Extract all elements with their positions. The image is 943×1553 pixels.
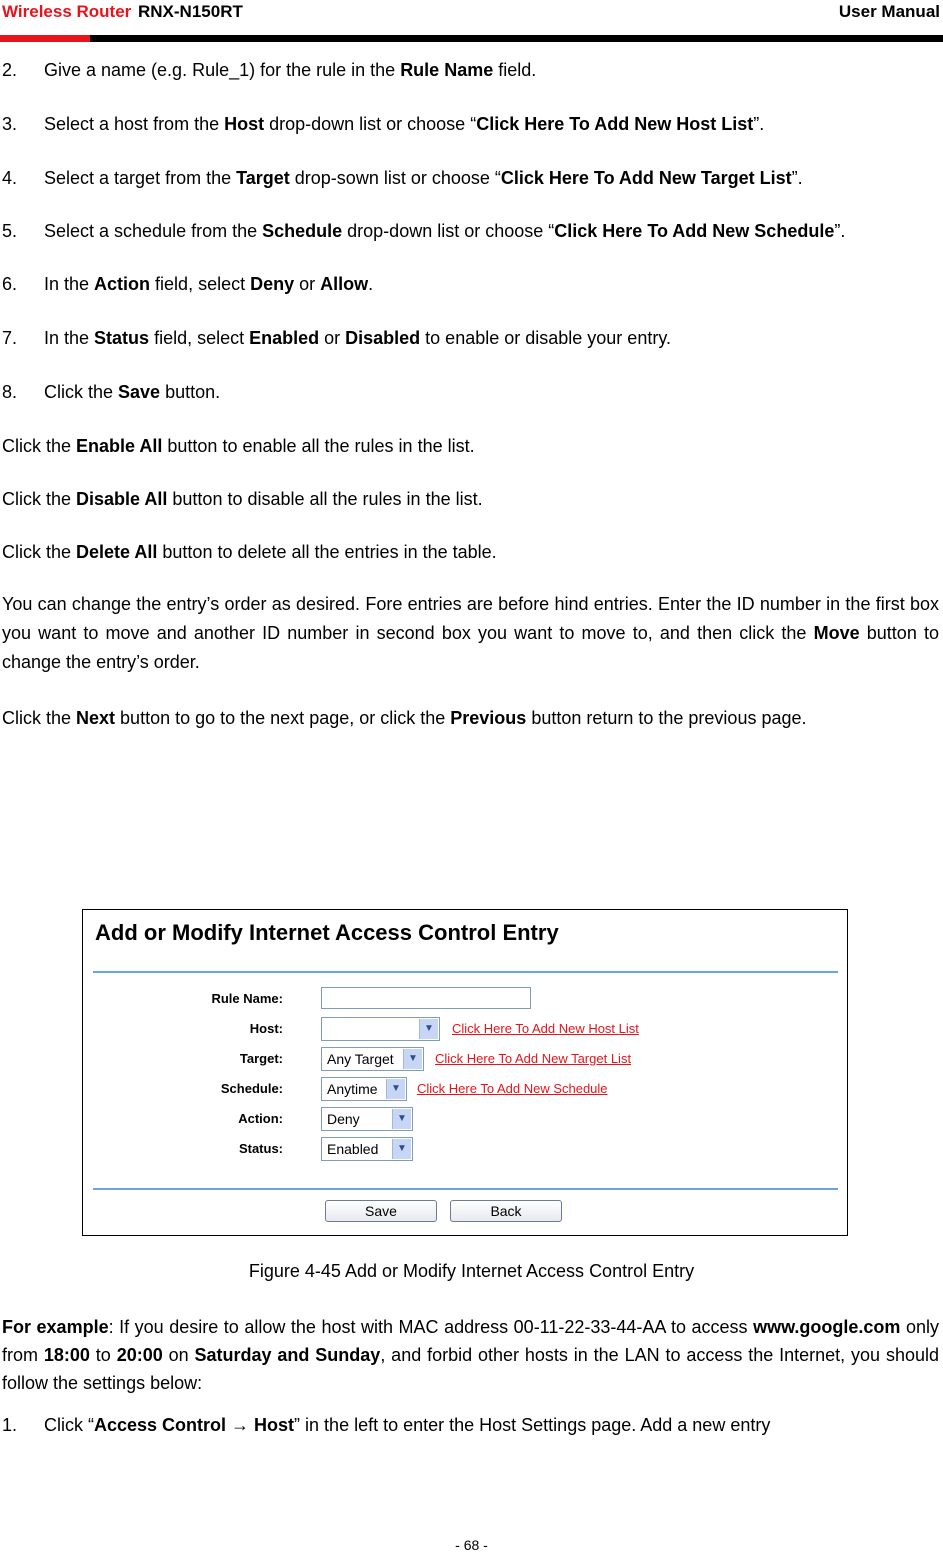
action-select[interactable]	[321, 1107, 413, 1131]
schedule-select[interactable]	[321, 1077, 407, 1101]
paragraph-enable-all: Click the Enable All button to enable all the rules in the list.	[2, 436, 475, 456]
step-number: 5.	[2, 221, 18, 241]
step-5: 5. Select a schedule from the Schedule drop-down list or choose “Click Here To Add New Schedule”.	[2, 218, 939, 244]
target-label: Target:	[239, 1051, 283, 1066]
row-rule-name	[83, 987, 849, 1013]
status-label: Status:	[238, 1141, 283, 1156]
header-model: RNX-N150RT	[138, 2, 243, 21]
step-3: 3. Select a host from the Host drop-down list or choose “Click Here To Add New Host List”.	[2, 111, 939, 137]
step-number: 3.	[2, 114, 18, 134]
step-number: 8.	[2, 382, 18, 402]
figure-title: Add or Modify Internet Access Control Entry	[95, 920, 559, 945]
step-6: 6. In the Action field, select Deny or Allow.	[2, 271, 939, 297]
chevron-down-icon: ▼	[386, 1079, 405, 1099]
step-2: 2. Give a name (e.g. Rule_1) for the rule in the Rule Name field.	[2, 57, 939, 83]
step-number: 2.	[2, 60, 18, 80]
target-select-value: Any Target	[327, 1051, 394, 1067]
example-step-1: 1. Click “Access Control → Host” in the left to enter the Host Settings page. Add a new entry	[2, 1411, 939, 1439]
step-7: 7. In the Status field, select Enabled or Disabled to enable or disable your entry.	[2, 325, 939, 351]
figure-caption: Figure 4-45 Add or Modify Internet Access Control Entry	[248, 1261, 695, 1281]
paragraph-move: You can change the entry’s order as desired. Fore entries are before hind entries. Enter the ID number in the first box you want to move and another ID number in second box you want to move to, and then click the Move button to change the entry’s order.	[2, 594, 939, 672]
paragraph-disable-all: Click the Disable All button to disable all the rules in the list.	[2, 489, 483, 509]
step-8: 8. Click the Save button.	[2, 379, 939, 405]
row-schedule	[83, 1077, 849, 1103]
status-select-value: Enabled	[327, 1141, 379, 1157]
chevron-down-icon: ▼	[419, 1019, 438, 1039]
example-body	[2, 1313, 939, 1439]
target-select[interactable]	[321, 1047, 424, 1071]
instructions-body	[2, 57, 939, 760]
row-host	[83, 1017, 849, 1043]
header-brand: Wireless Router	[2, 2, 132, 21]
action-select-value: Deny	[327, 1111, 360, 1127]
step-number: 4.	[2, 168, 18, 188]
chevron-down-icon: ▼	[392, 1139, 411, 1159]
add-host-link[interactable]: Click Here To Add New Host List	[452, 1021, 639, 1036]
host-select[interactable]	[321, 1017, 440, 1041]
paragraph-example: For example: If you desire to allow the host with MAC address 00-11-22-33-44-AA to access www.google.com only from 18:00 to 20:00 on Saturday and Sunday, and forbid other hosts in the LAN to access the Internet, you should follow the settings below:	[2, 1317, 939, 1393]
figure-divider-top	[93, 971, 838, 973]
chevron-down-icon: ▼	[392, 1109, 411, 1129]
header-manual-title: User Manual	[838, 2, 940, 21]
save-button[interactable]: Save	[325, 1200, 437, 1222]
status-select[interactable]	[321, 1137, 413, 1161]
schedule-label: Schedule:	[220, 1081, 283, 1096]
figure-divider-bottom	[93, 1188, 838, 1190]
row-target	[83, 1047, 849, 1073]
host-label: Host:	[249, 1021, 283, 1036]
paragraph-next-previous: Click the Next button to go to the next page, or click the Previous button return to the previous page.	[2, 708, 807, 728]
rule-name-label: Rule Name:	[211, 991, 283, 1006]
row-status	[83, 1137, 849, 1163]
paragraph-delete-all: Click the Delete All button to delete all the entries in the table.	[2, 542, 497, 562]
step-number: 6.	[2, 274, 18, 294]
header-rule-black	[90, 35, 943, 42]
action-label: Action:	[238, 1111, 283, 1126]
step-number: 7.	[2, 328, 18, 348]
add-target-link[interactable]: Click Here To Add New Target List	[435, 1051, 632, 1066]
page-number: - 68 -	[455, 1537, 488, 1553]
page-header	[0, 0, 943, 42]
figure-access-control-entry	[82, 909, 848, 1236]
step-4: 4. Select a target from the Target drop-sown list or choose “Click Here To Add New Target List”.	[2, 165, 939, 191]
rule-name-input[interactable]	[321, 987, 531, 1009]
back-button[interactable]: Back	[450, 1200, 562, 1222]
schedule-select-value: Anytime	[327, 1081, 378, 1097]
header-rule-red	[0, 35, 90, 42]
row-action	[83, 1107, 849, 1133]
step-number: 1.	[2, 1415, 18, 1435]
add-schedule-link[interactable]: Click Here To Add New Schedule	[417, 1081, 608, 1096]
chevron-down-icon: ▼	[403, 1049, 422, 1069]
